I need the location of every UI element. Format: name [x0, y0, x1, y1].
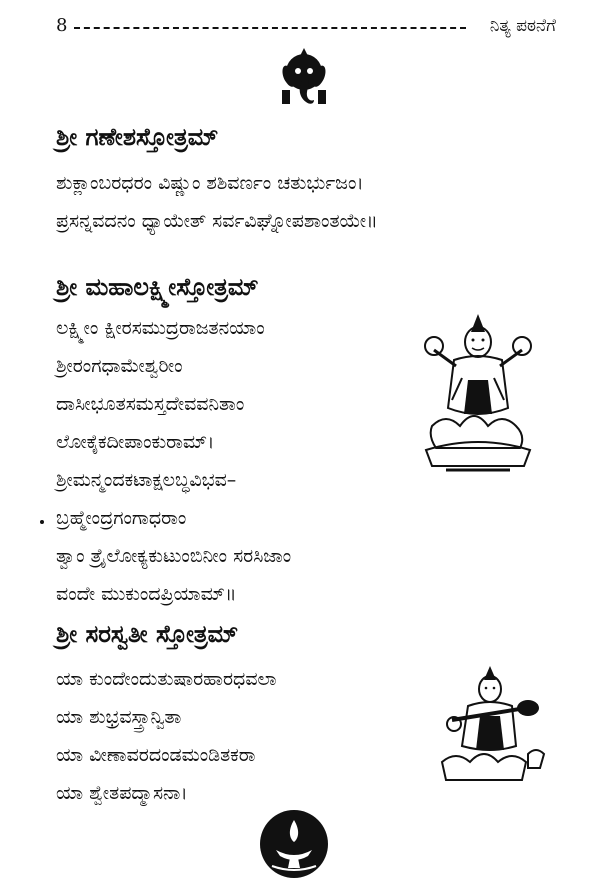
verse-line: ಯಾ ವೀಣಾವರದಂಡಮಂಡಿತಕರಾ	[56, 744, 256, 766]
page-number: 8	[56, 15, 68, 36]
verse-line: ಯಾ ಶುಭ್ರವಸ್ತ್ರಾನ್ವಿತಾ	[56, 706, 182, 728]
verse-line: ಯಾ ಶ್ವೇತಪದ್ಮಾಸನಾ।	[56, 782, 188, 804]
verse-line: ತ್ವಾಂ ತ್ರೈಲೋಕ್ಯಕುಟುಂಬಿನೀಂ ಸರಸಿಜಾಂ	[56, 545, 292, 567]
dash-leader	[74, 27, 466, 29]
lakshmi-verse	[56, 309, 291, 613]
lakshmi-stotram-title: ಶ್ರೀ ಮಹಾಲಕ್ಷ್ಮೀಸ್ತೋತ್ರಮ್	[56, 273, 259, 301]
page-header	[56, 12, 556, 40]
verse-line: ದಾಸೀಭೂತಸಮಸ್ತದೇವವನಿತಾಂ	[56, 393, 245, 415]
print-speck	[40, 520, 44, 524]
verse-line: ಶುಕ್ಲಾಂಬರಧರಂ ವಿಷ್ಣುಂ ಶಶಿವರ್ಣಂ ಚತುರ್ಭುಜಂ।	[56, 172, 364, 194]
saraswati-verse	[56, 660, 277, 812]
saraswati-stotram-title: ಶ್ರೀ ಸರಸ್ವತೀ ಸ್ತೋತ್ರಮ್	[56, 620, 239, 648]
verse-line: ವಂದೇ ಮುಕುಂದಪ್ರಿಯಾಮ್॥	[56, 583, 237, 605]
verse-line: ಶ್ರೀರಂಗಧಾಮೇಶ್ವರೀಂ	[56, 355, 183, 377]
ganesha-stotram-title: ಶ್ರೀ ಗಣೇಶಸ್ತೋತ್ರಮ್	[56, 123, 219, 151]
ganesha-verse	[56, 164, 378, 240]
verse-line: ಯಾ ಕುಂದೇಂದುತುಷಾರಹಾರಧವಲಾ	[56, 668, 277, 690]
verse-line: ಶ್ರೀಮನ್ಮಂದಕಟಾಕ್ಷಲಬ್ಧವಿಭವ–	[56, 469, 237, 491]
verse-line: ಪ್ರಸನ್ನವದನಂ ಧ್ಯಾಯೇತ್ ಸರ್ವವಿಘ್ನೋಪಶಾಂತಯೇ॥	[56, 210, 378, 232]
saraswati-illustration-icon	[434, 658, 552, 788]
verse-line: ಲಕ್ಷ್ಮೀಂ ಕ್ಷೀರಸಮುದ್ರರಾಜತನಯಾಂ	[56, 317, 265, 339]
running-title: ನಿತ್ಯ ಪಠನೆಗೆ	[489, 16, 556, 36]
verse-line: ಬ್ರಹ್ಮೇಂದ್ರಗಂಗಾಧರಾಂ	[56, 507, 187, 529]
verse-line: ಲೋಕೈಕದೀಪಾಂಕುರಾಮ್।	[56, 431, 215, 453]
lamp-emblem-icon	[258, 808, 330, 880]
lakshmi-illustration-icon	[416, 308, 540, 484]
ganesha-logo-icon	[276, 44, 332, 112]
